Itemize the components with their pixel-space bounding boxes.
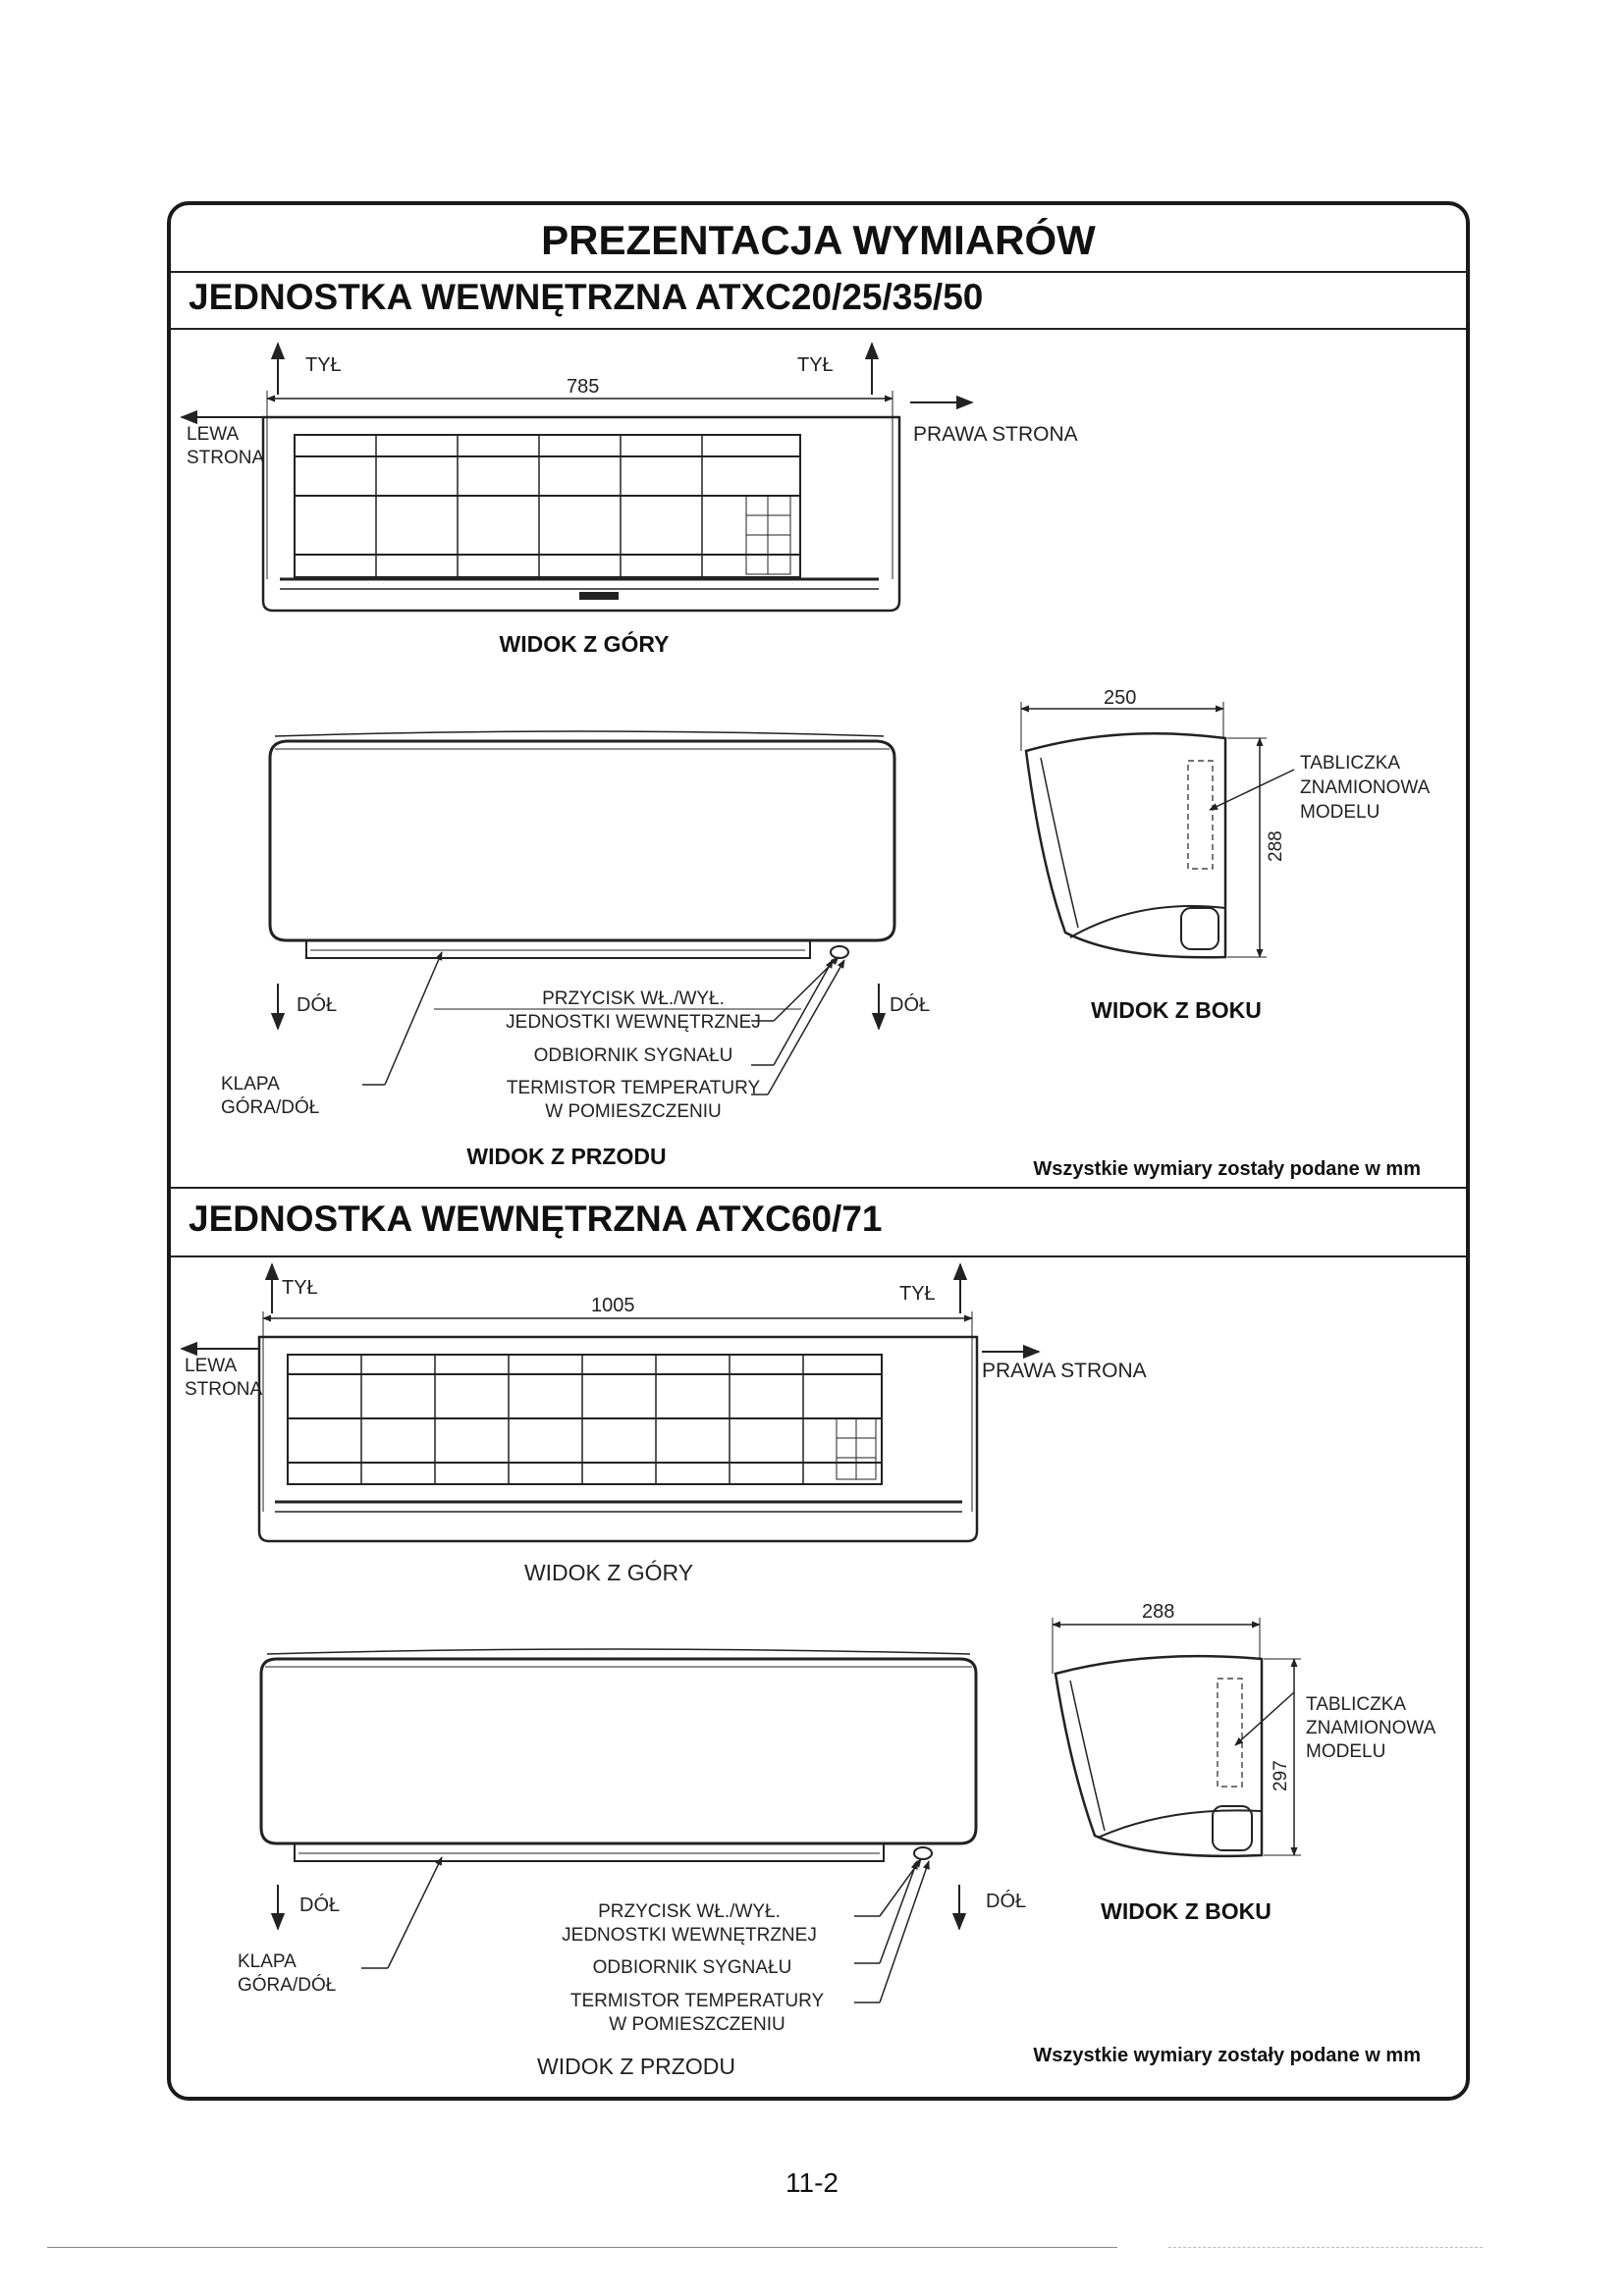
s1-rear-right-label: TYŁ bbox=[797, 354, 834, 376]
s1-button-label: PRZYCISK WŁ./WYŁ. bbox=[542, 988, 725, 1009]
section1-title: JEDNOSTKA WEWNĘTRZNA ATXC20/25/35/50 bbox=[189, 277, 984, 317]
s2-nameplate-label: MODELU bbox=[1306, 1741, 1386, 1762]
s1-left-side-label: LEWA bbox=[187, 424, 240, 445]
s1-down-right-label: DÓŁ bbox=[890, 994, 931, 1016]
s2-button-label: PRZYCISK WŁ./WYŁ. bbox=[598, 1901, 781, 1922]
s2-front-view bbox=[261, 1649, 976, 2002]
footer-rule bbox=[1168, 2247, 1483, 2248]
s1-left-side-label: STRONA bbox=[187, 448, 265, 468]
s1-right-side-label: PRAWA STRONA bbox=[913, 423, 1078, 446]
s2-side-caption: WIDOK Z BOKU bbox=[1101, 1898, 1272, 1924]
s1-side-view bbox=[1021, 702, 1294, 957]
s1-top-caption: WIDOK Z GÓRY bbox=[499, 631, 670, 657]
s1-thermistor-label: TERMISTOR TEMPERATURY bbox=[506, 1078, 761, 1098]
s2-thermistor-label: TERMISTOR TEMPERATURY bbox=[569, 1991, 825, 2011]
s2-side-labels bbox=[1101, 1601, 1435, 1924]
s1-flap-label: KLAPA bbox=[221, 1074, 280, 1095]
s1-units-note: Wszystkie wymiary zostały podane w mm bbox=[1033, 1158, 1421, 1180]
s2-flap-label: GÓRA/DÓŁ bbox=[238, 1975, 337, 1996]
s1-button-label: JEDNOSTKI WEWNĘTRZNEJ bbox=[506, 1012, 761, 1033]
s2-units-note: Wszystkie wymiary zostały podane w mm bbox=[1033, 2045, 1421, 2066]
s2-down-left-label: DÓŁ bbox=[299, 1895, 341, 1916]
s1-flap-label: GÓRA/DÓŁ bbox=[221, 1097, 320, 1118]
s2-down-right-label: DÓŁ bbox=[986, 1891, 1027, 1912]
footer-rule bbox=[47, 2247, 1117, 2248]
s2-left-side-label: STRONA bbox=[185, 1379, 263, 1400]
page-number: 11-2 bbox=[785, 2167, 839, 2198]
s2-side-view bbox=[1053, 1618, 1301, 1856]
s2-depth-dimension: 288 bbox=[1142, 1601, 1175, 1623]
s2-front-caption: WIDOK Z PRZODU bbox=[537, 2054, 735, 2079]
s2-height-dimension: 297 bbox=[1271, 1760, 1291, 1791]
s2-button-label: JEDNOSTKI WEWNĘTRZNEJ bbox=[562, 1925, 817, 1946]
s1-side-labels bbox=[1091, 687, 1430, 1023]
s1-side-caption: WIDOK Z BOKU bbox=[1091, 997, 1262, 1023]
s2-rear-right-label: TYŁ bbox=[899, 1283, 936, 1305]
s2-left-side-label: LEWA bbox=[185, 1356, 238, 1376]
s1-width-dimension: 785 bbox=[567, 376, 600, 398]
s1-rear-left-label: TYŁ bbox=[305, 354, 342, 376]
s1-thermistor-label: W POMIESZCZENIU bbox=[545, 1101, 722, 1122]
s1-front-view bbox=[270, 731, 894, 1095]
s1-nameplate-label: TABLICZKA bbox=[1300, 753, 1401, 774]
s1-depth-dimension: 250 bbox=[1104, 687, 1137, 709]
s1-front-caption: WIDOK Z PRZODU bbox=[466, 1144, 667, 1169]
s2-top-caption: WIDOK Z GÓRY bbox=[523, 1560, 694, 1585]
s2-right-side-label: PRAWA STRONA bbox=[982, 1360, 1147, 1382]
section2-title: JEDNOSTKA WEWNĘTRZNA ATXC60/71 bbox=[189, 1199, 883, 1239]
s2-width-dimension: 1005 bbox=[591, 1295, 635, 1316]
s2-receiver-label: ODBIORNIK SYGNAŁU bbox=[592, 1957, 792, 1978]
s1-nameplate-label: MODELU bbox=[1300, 802, 1380, 823]
s1-height-dimension: 288 bbox=[1266, 830, 1286, 862]
s2-thermistor-label: W POMIESZCZENIU bbox=[609, 2014, 785, 2035]
s1-nameplate-label: ZNAMIONOWA bbox=[1300, 777, 1431, 798]
s2-nameplate-label: ZNAMIONOWA bbox=[1306, 1718, 1436, 1738]
s2-nameplate-label: TABLICZKA bbox=[1306, 1694, 1407, 1715]
s2-top-labels bbox=[185, 1277, 1147, 1585]
s1-receiver-label: ODBIORNIK SYGNAŁU bbox=[533, 1045, 733, 1066]
s1-down-left-label: DÓŁ bbox=[297, 994, 338, 1016]
page-title: PREZENTACJA WYMIARÓW bbox=[541, 217, 1096, 263]
s2-flap-label: KLAPA bbox=[238, 1951, 297, 1972]
s2-rear-left-label: TYŁ bbox=[282, 1277, 318, 1299]
